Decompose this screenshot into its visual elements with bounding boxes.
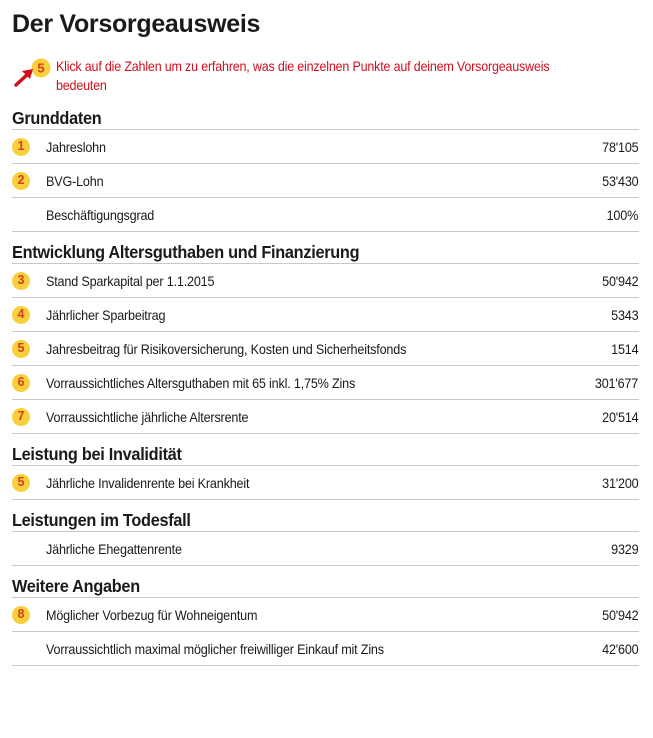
row-value: 9329 xyxy=(610,540,639,557)
info-badge-button[interactable]: 5 xyxy=(12,340,30,358)
row-value: 20'514 xyxy=(601,408,639,425)
section-title: Weitere Angaben xyxy=(12,576,140,596)
row-value: 53'430 xyxy=(601,172,639,189)
page-title: Der Vorsorgeausweis xyxy=(12,10,261,38)
hint-icon-number: 5 xyxy=(37,60,45,76)
info-badge-button[interactable]: 4 xyxy=(12,306,30,324)
row-label: Jährliche Invalidenrente bei Krankheit xyxy=(46,474,250,491)
row-label: Jährlicher Sparbeitrag xyxy=(46,306,166,323)
row-label: Stand Sparkapital per 1.1.2015 xyxy=(46,272,215,289)
table-row xyxy=(12,332,639,366)
table-row xyxy=(12,532,639,566)
row-label: BVG-Lohn xyxy=(46,172,104,189)
section-title: Entwicklung Altersguthaben und Finanzierung xyxy=(12,242,360,262)
info-badge-button[interactable]: 7 xyxy=(12,408,30,426)
section-rows xyxy=(12,597,639,666)
row-value: 301'677 xyxy=(594,374,639,391)
info-badge-button[interactable]: 5 xyxy=(12,474,30,492)
arrow-pointer-icon xyxy=(12,57,52,91)
table-row xyxy=(12,298,639,332)
row-value: 100% xyxy=(606,206,639,223)
section-rows xyxy=(12,129,639,232)
row-value: 1514 xyxy=(610,340,639,357)
info-badge-button[interactable]: 8 xyxy=(12,606,30,624)
row-value: 42'600 xyxy=(601,640,639,657)
info-badge-button[interactable]: 2 xyxy=(12,172,30,190)
row-label: Jahresbeitrag für Risikoversicherung, Kosten und Sicherheitsfonds xyxy=(46,340,407,357)
section-title: Grunddaten xyxy=(12,108,102,128)
table-row xyxy=(12,264,639,298)
row-label: Jahreslohn xyxy=(46,138,106,155)
row-label: Möglicher Vorbezug für Wohneigentum xyxy=(46,606,258,623)
hint-banner xyxy=(12,57,639,101)
info-badge-button[interactable]: 1 xyxy=(12,138,30,156)
table-row xyxy=(12,598,639,632)
section-todesfall xyxy=(12,509,639,566)
row-value: 78'105 xyxy=(601,138,639,155)
row-value: 50'942 xyxy=(601,272,639,289)
section-title: Leistung bei Invalidität xyxy=(12,444,182,464)
info-badge-button[interactable]: 6 xyxy=(12,374,30,392)
row-value: 5343 xyxy=(610,306,639,323)
row-label: Vorraussichtliches Altersguthaben mit 65 inkl. 1,75% Zins xyxy=(46,374,356,391)
row-label: Vorraussichtlich maximal möglicher freiwilliger Einkauf mit Zins xyxy=(46,640,384,657)
section-title: Leistungen im Todesfall xyxy=(12,510,191,530)
table-row xyxy=(12,466,639,500)
table-row xyxy=(12,164,639,198)
section-invaliditaet xyxy=(12,443,639,500)
table-row xyxy=(12,400,639,434)
section-rows xyxy=(12,531,639,566)
table-row xyxy=(12,198,639,232)
table-row xyxy=(12,632,639,666)
table-row xyxy=(12,366,639,400)
info-badge-button[interactable]: 3 xyxy=(12,272,30,290)
section-altersguthaben xyxy=(12,241,639,434)
section-rows xyxy=(12,263,639,434)
section-grunddaten xyxy=(12,107,639,232)
section-weitere-angaben xyxy=(12,575,639,666)
table-row xyxy=(12,130,639,164)
section-rows xyxy=(12,465,639,500)
row-label: Vorraussichtliche jährliche Altersrente xyxy=(46,408,249,425)
row-label: Beschäftigungsgrad xyxy=(46,206,155,223)
row-label: Jährliche Ehegattenrente xyxy=(46,540,182,557)
row-value: 31'200 xyxy=(601,474,639,491)
row-value: 50'942 xyxy=(601,606,639,623)
hint-text: Klick auf die Zahlen um zu erfahren, was die einzelnen Punkte auf deinem Vorsorgeausweis bedeuten xyxy=(56,59,550,93)
